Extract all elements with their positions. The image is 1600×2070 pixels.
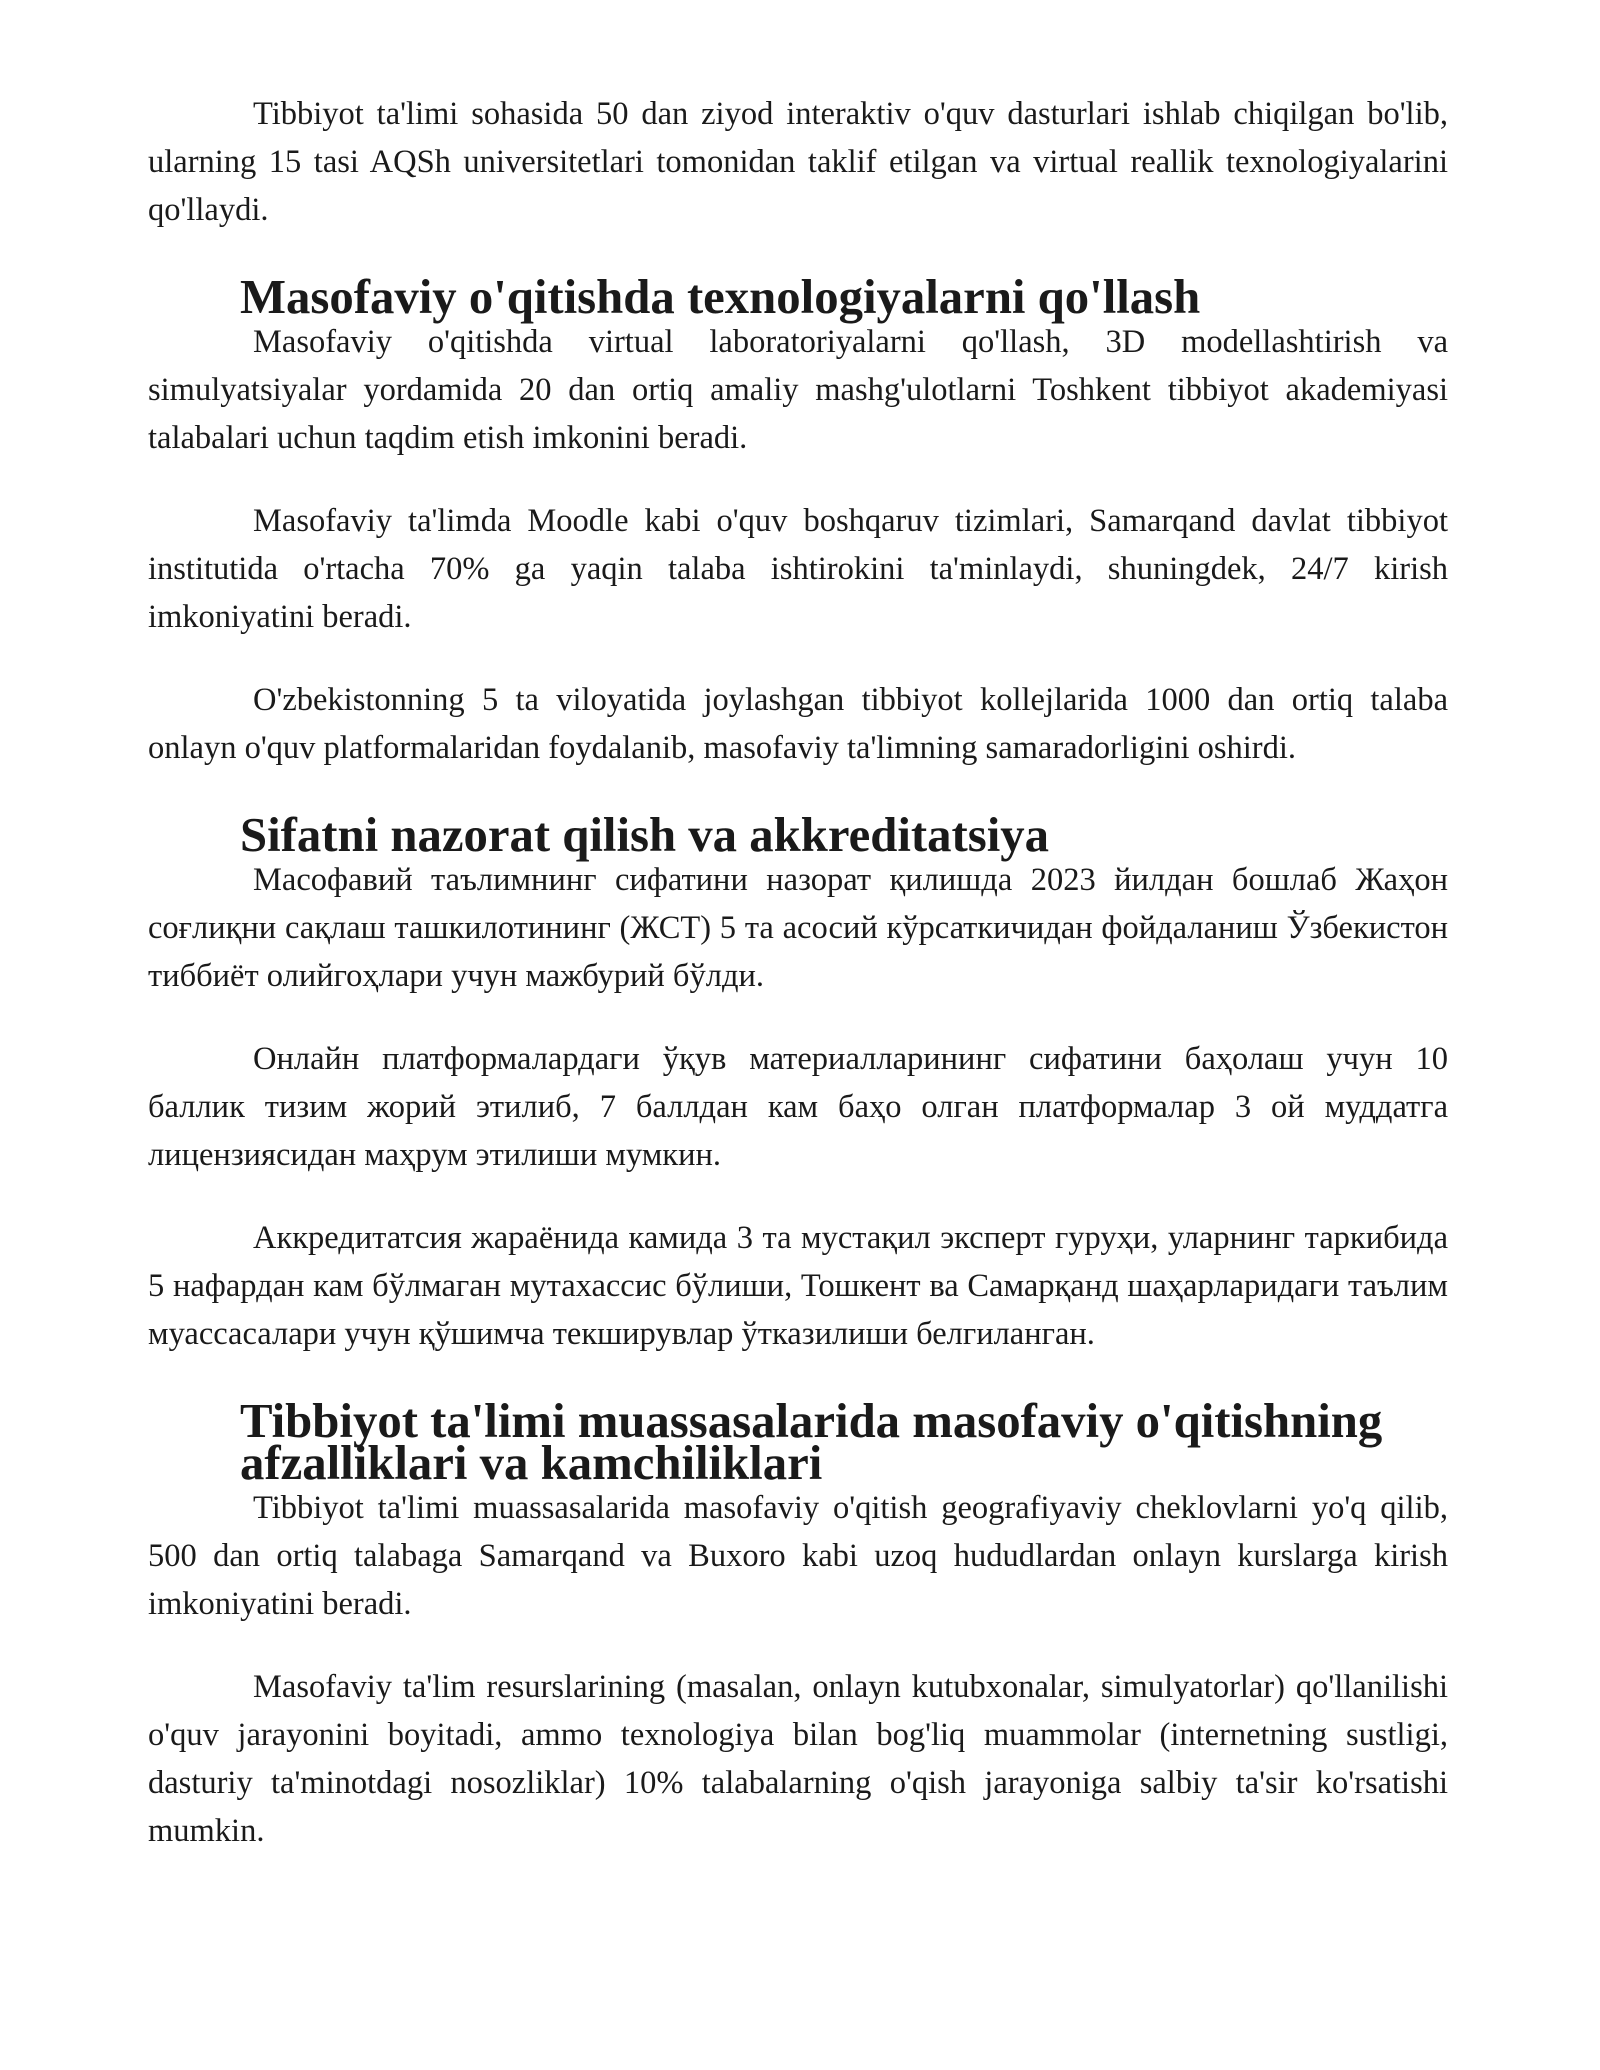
paragraph-moodle: Masofaviy ta'limda Moodle kabi o'quv boshqaruv tizimlari, Samarqand davlat tibbiyot institutida o'rtacha 70% ga yaqin talaba ishtirokini ta'minlaydi, shuningdek, 24/7 kirish imkoniyatini beradi. — [148, 503, 1448, 635]
section-heading-advantages: Tibbiyot ta'limi muassasalarida masofaviy o'qitishning afzalliklari va kamchiliklari — [240, 1394, 1383, 1490]
paragraph-virtual-labs: Masofaviy o'qitishda virtual laboratoriyalarni qo'llash, 3D modellashtirish va simulyatsiyalar yordamida 20 dan ortiq amaliy mashg'ulotlarni Toshkent tibbiyot akademiyasi talabalari uchun taqdim etish imkonini beradi. — [148, 324, 1448, 456]
section-heading-technologies: Masofaviy o'qitishda texnologiyalarni qo'llash — [240, 270, 1201, 324]
paragraph-geography: Tibbiyot ta'limi muassasalarida masofaviy o'qitish geografiyaviy cheklovlarni yo'q qilib, 500 dan ortiq talabaga Samarqand va Buxoro kabi uzoq hududlardan onlayn kurslarga kirish imkoniyatini beradi. — [148, 1490, 1448, 1622]
section-technologies — [148, 270, 1448, 462]
section-advantages — [148, 1394, 1448, 1628]
paragraph-accreditation: Аккредитатсия жараёнида камида 3 та мустақил эксперт гуруҳи, уларнинг таркибида 5 нафардан кам бўлмаган мутахассис бўлиши, Тошкент ва Самарқанд шаҳарларидаги таълим муассасалари учун қўшимча текширувлар ўтказилиши белгиланган. — [148, 1220, 1448, 1352]
paragraph-vr-programs: Tibbiyot ta'limi sohasida 50 dan ziyod interaktiv o'quv dasturlari ishlab chiqilgan bo'lib, ularning 15 tasi AQSh universitetlari tomonidan taklif etilgan va virtual reallik texnologiyalarini qo'llaydi. — [148, 96, 1448, 228]
paragraph-resources: Masofaviy ta'lim resurslarining (masalan, onlayn kutubxonalar, simulyatorlar) qo'llanilishi o'quv jarayonini boyitadi, ammo texnologiya bilan bog'liq muammolar (internetning sustligi, dasturiy ta'minotdagi nosozliklar) 10% talabalarning o'qish jarayoniga salbiy ta'sir ko'rsatishi mumkin. — [148, 1669, 1448, 1849]
paragraph-rating-system: Онлайн платформалардаги ўқув материалларининг сифатини баҳолаш учун 10 баллик тизим жорий этилиб, 7 баллдан кам баҳо олган платформалар 3 ой муддатга лицензиясидан маҳрум этилиши мумкин. — [148, 1041, 1448, 1173]
paragraph-colleges: O'zbekistonning 5 ta viloyatida joylashgan tibbiyot kollejlarida 1000 dan ortiq talaba onlayn o'quv platformalaridan foydalanib, masofaviy ta'limning samaradorligini oshirdi. — [148, 682, 1448, 766]
paragraph-who-indicators: Масофавий таълимнинг сифатини назорат қилишда 2023 йилдан бошлаб Жаҳон соғлиқни сақлаш ташкилотининг (ЖСТ) 5 та асосий кўрсаткичидан фойдаланиш Ўзбекистон тиббиёт олийгоҳлари учун мажбурий бўлди. — [148, 862, 1448, 994]
document-page — [148, 90, 1448, 1855]
section-heading-quality-control: Sifatni nazorat qilish va akkreditatsiya — [240, 808, 1049, 862]
section-quality-control — [148, 808, 1448, 1000]
